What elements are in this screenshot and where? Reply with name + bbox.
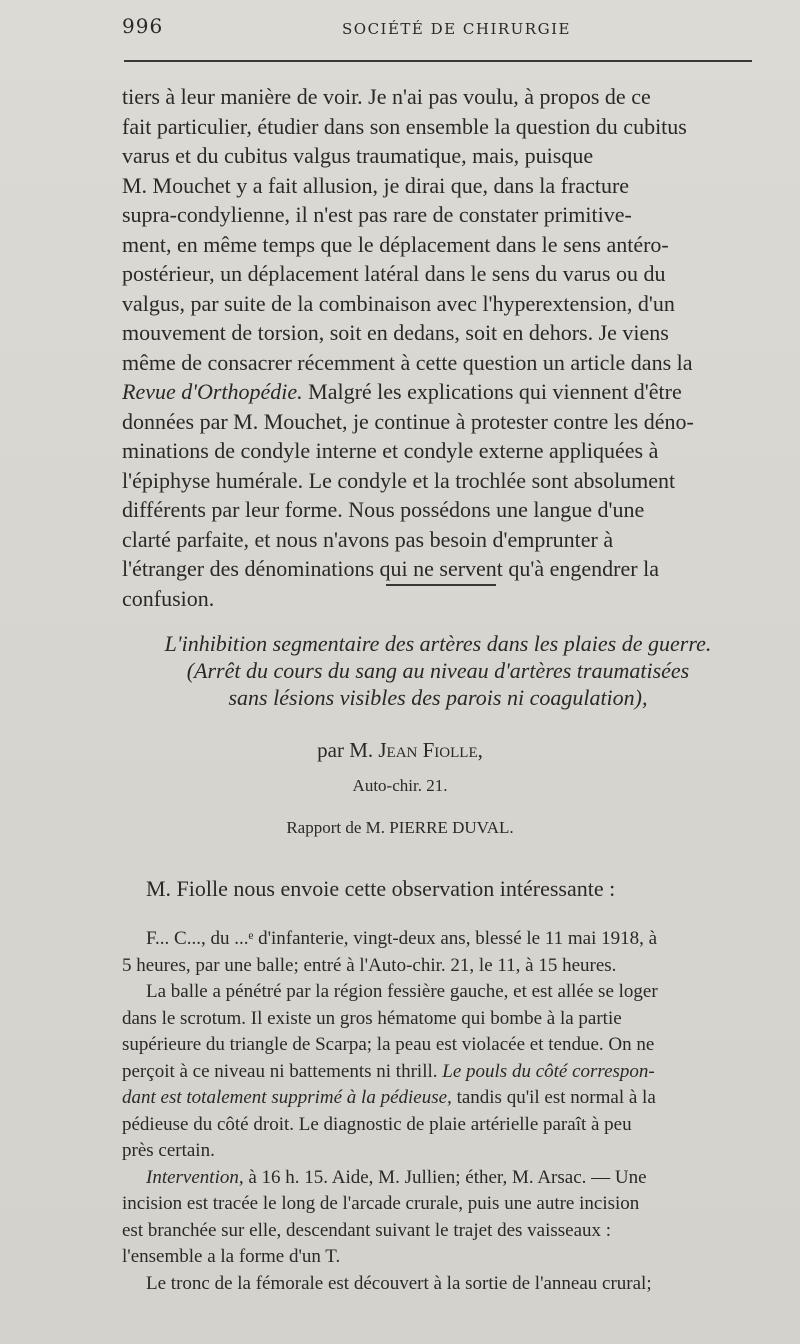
text-line: l'épiphyse humérale. Le condyle et la trochlée sont absolument	[122, 467, 676, 493]
text-line: données par M. Mouchet, je continue à protester contre les déno-	[122, 408, 694, 434]
italic-fragment: Le pouls du côté correspon-	[442, 1060, 655, 1082]
title-line: (Arrêt du cours du sang au niveau d'artères traumatisées	[186, 658, 690, 683]
text-line: La balle a pénétré par la région fessière gauche, et est allée se loger	[146, 981, 658, 1002]
author-unit: Auto-chir. 21.	[352, 776, 448, 795]
text-line: l'étranger des dénominations qui ne servent qu'à engendrer la	[122, 556, 659, 581]
text-line: fait particulier, étudier dans son ensemble la question du cubitus	[122, 113, 687, 139]
text-line	[122, 1165, 762, 1192]
journal-title: Revue d'Orthopédie.	[122, 379, 303, 404]
observation-paragraph	[122, 926, 762, 1297]
intro-sentence: M. Fiolle nous envoie cette observation intéressante :	[146, 876, 616, 901]
italic-fragment: Intervention,	[146, 1166, 244, 1188]
text-line	[122, 377, 762, 407]
text-line: dans le scrotum. Il existe un gros hématome qui bombe à la partie	[122, 1007, 622, 1029]
text-line: mouvement de torsion, soit en dedans, soit en dehors. Je viens	[122, 320, 669, 345]
section-separator	[386, 584, 496, 586]
text-line: F... C..., du ...ᵉ d'infanterie, vingt-deux ans, blessé le 11 mai 1918, à	[146, 928, 658, 949]
text-line: postérieur, un déplacement latéral dans le sens du varus ou du	[122, 261, 666, 286]
italic-fragment: dant est totalement supprimé à la pédieuse,	[122, 1087, 452, 1108]
text-line: pédieuse du côté droit. Le diagnostic de plaie artérielle paraît à peu	[122, 1113, 632, 1135]
text-line: différents par leur forme. Nous possédons une langue d'une	[122, 497, 645, 522]
text-line: près certain.	[122, 1140, 215, 1161]
text-line: même de consacrer récemment à cette question un article dans la	[122, 349, 693, 375]
report-credit: Rapport de M. PIERRE DUVAL.	[286, 818, 514, 837]
text-fragment: tandis qu'il est normal à la	[451, 1087, 656, 1108]
title-line: L'inhibition segmentaire des artères dans les plaies de guerre.	[164, 631, 712, 656]
text-line: supérieure du triangle de Scarpa; la peau est violacée et tendue. On ne	[122, 1034, 655, 1055]
text-fragment: à 16 h. 15. Aide, M. Jullien; éther, M. Arsac. — Une	[243, 1166, 647, 1188]
text-line: est branchée sur elle, descendant suivant le trajet des vaisseaux :	[122, 1219, 612, 1241]
text-line: minations de condyle interne et condyle externe appliquées à	[122, 438, 659, 463]
text-line: ment, en même temps que le déplacement dans le sens antéro-	[122, 231, 669, 257]
text-line: supra-condylienne, il n'est pas rare de constater primitive-	[122, 202, 632, 227]
text-line: l'ensemble a la forme d'un T.	[122, 1246, 341, 1267]
text-fragment: Malgré les explications qui viennent d'être	[302, 379, 682, 404]
author-prefix: par M.	[317, 738, 379, 762]
title-line: sans lésions visibles des parois ni coagulation),	[228, 685, 648, 710]
text-line: valgus, par suite de la combinaison avec l'hyperextension, d'un	[122, 290, 675, 316]
header-rule	[124, 60, 752, 62]
author-name: Jean Fiolle,	[378, 738, 483, 762]
page-number: 996	[122, 14, 164, 38]
text-line: tiers à leur manière de voir. Je n'ai pas voulu, à propos de ce	[122, 84, 651, 109]
running-title: SOCIÉTÉ DE CHIRURGIE	[342, 20, 571, 38]
text-line	[122, 1085, 762, 1112]
text-line: incision est tracée le long de l'arcade crurale, puis une autre incision	[122, 1193, 640, 1214]
article-title	[110, 630, 766, 711]
text-fragment: perçoit à ce niveau ni battements ni thrill.	[122, 1060, 443, 1082]
text-line: varus et du cubitus valgus traumatique, mais, puisque	[122, 143, 594, 168]
continuation-paragraph	[122, 82, 762, 613]
text-line: clarté parfaite, et nous n'avons pas besoin d'emprunter à	[122, 526, 614, 552]
text-line: 5 heures, par une balle; entré à l'Auto-chir. 21, le 11, à 15 heures.	[122, 954, 617, 976]
text-line: confusion.	[122, 585, 215, 611]
text-line	[122, 1059, 762, 1086]
text-line: M. Mouchet y a fait allusion, je dirai que, dans la fracture	[122, 172, 630, 198]
author-line	[0, 738, 800, 763]
text-line: Le tronc de la fémorale est découvert à la sortie de l'anneau crural;	[146, 1272, 652, 1294]
